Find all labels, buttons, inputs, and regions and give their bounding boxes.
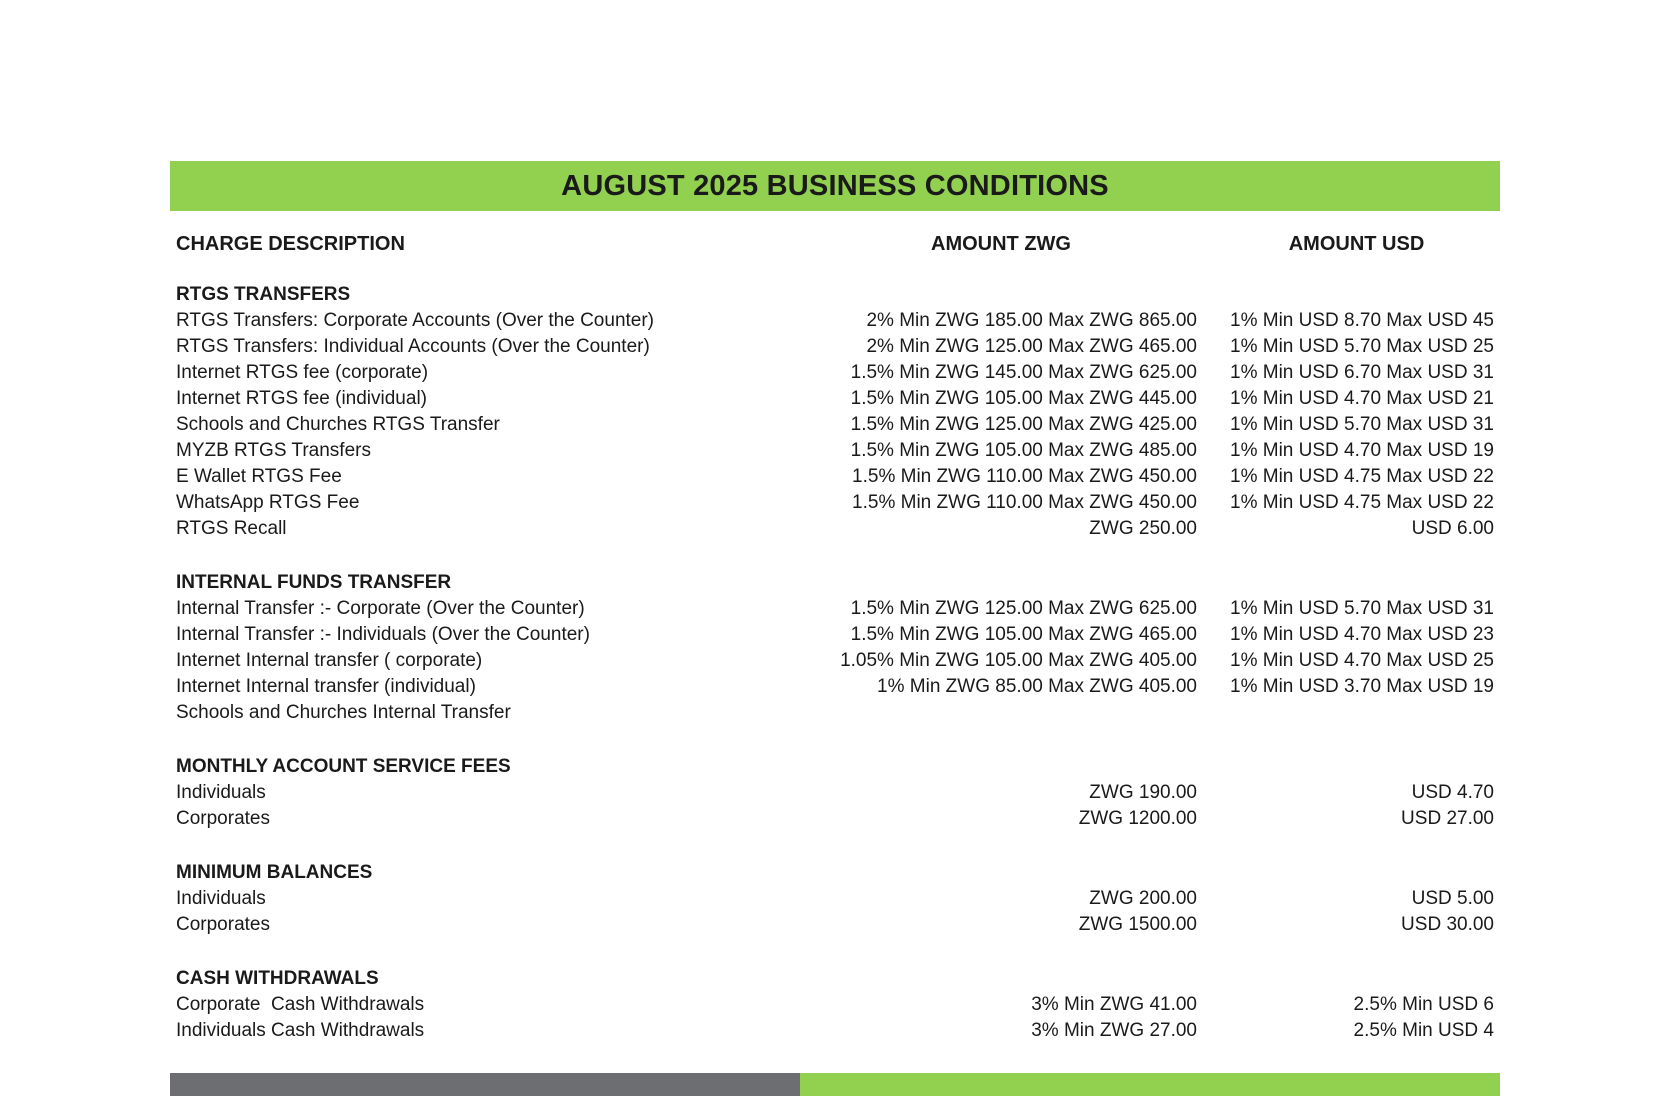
charge-description-cell: Internal Transfer :- Individuals (Over the Counter) bbox=[176, 624, 590, 645]
charge-description-cell: Internet Internal transfer (individual) bbox=[176, 676, 476, 697]
table-row bbox=[170, 308, 1500, 334]
amount-usd-cell: 1% Min USD 8.70 Max USD 45 bbox=[1230, 310, 1494, 331]
charge-description-cell: RTGS Recall bbox=[176, 518, 287, 539]
fee-section bbox=[170, 754, 1500, 832]
charge-description-cell: Schools and Churches Internal Transfer bbox=[176, 702, 511, 723]
amount-usd-cell: 1% Min USD 5.70 Max USD 25 bbox=[1230, 336, 1494, 357]
charge-description-cell: E Wallet RTGS Fee bbox=[176, 466, 342, 487]
amount-usd-cell: 1% Min USD 5.70 Max USD 31 bbox=[1230, 598, 1494, 619]
table-row bbox=[170, 596, 1500, 622]
section-heading: RTGS TRANSFERS bbox=[176, 284, 351, 305]
amount-usd-cell: 1% Min USD 4.70 Max USD 25 bbox=[1230, 650, 1494, 671]
amount-zwg-cell: ZWG 1500.00 bbox=[1078, 914, 1197, 935]
table-row bbox=[170, 700, 1500, 726]
amount-zwg-cell: ZWG 190.00 bbox=[1089, 782, 1197, 803]
column-header-amount-usd: AMOUNT USD bbox=[1288, 233, 1425, 255]
charge-description-cell: WhatsApp RTGS Fee bbox=[176, 492, 360, 513]
amount-zwg-cell: 1.5% Min ZWG 110.00 Max ZWG 450.00 bbox=[852, 466, 1197, 487]
amount-usd-cell: 1% Min USD 6.70 Max USD 31 bbox=[1230, 362, 1494, 383]
amount-usd-cell bbox=[1197, 700, 1500, 726]
amount-zwg-cell: 1% Min ZWG 85.00 Max ZWG 405.00 bbox=[877, 676, 1197, 697]
table-row bbox=[170, 780, 1500, 806]
table-row bbox=[170, 516, 1500, 542]
fee-section bbox=[170, 282, 1500, 542]
fee-section bbox=[170, 570, 1500, 726]
table-header-row bbox=[170, 231, 1500, 257]
page-title: AUGUST 2025 BUSINESS CONDITIONS bbox=[561, 169, 1109, 202]
table-row bbox=[170, 464, 1500, 490]
amount-usd-cell: 1% Min USD 4.70 Max USD 21 bbox=[1230, 388, 1494, 409]
amount-zwg-cell: 1.5% Min ZWG 105.00 Max ZWG 465.00 bbox=[850, 624, 1197, 645]
amount-zwg-cell: 2% Min ZWG 185.00 Max ZWG 865.00 bbox=[866, 310, 1197, 331]
title-banner bbox=[170, 161, 1500, 211]
section-heading: MINIMUM BALANCES bbox=[176, 862, 373, 883]
charge-description-cell: RTGS Transfers: Individual Accounts (Over the Counter) bbox=[176, 336, 650, 357]
amount-zwg-cell: ZWG 1200.00 bbox=[1078, 808, 1197, 829]
charge-description-cell: Schools and Churches RTGS Transfer bbox=[176, 414, 500, 435]
amount-usd-cell: 2.5% Min USD 4 bbox=[1353, 1020, 1494, 1041]
charge-description-cell: Internet Internal transfer ( corporate) bbox=[176, 650, 483, 671]
amount-zwg-cell: 3% Min ZWG 41.00 bbox=[1031, 994, 1197, 1015]
fees-table bbox=[170, 231, 1500, 1044]
amount-usd-cell: USD 6.00 bbox=[1411, 518, 1494, 539]
amount-zwg-cell: 1.5% Min ZWG 145.00 Max ZWG 625.00 bbox=[850, 362, 1197, 383]
table-row bbox=[170, 334, 1500, 360]
table-row bbox=[170, 412, 1500, 438]
amount-usd-cell: USD 4.70 bbox=[1411, 782, 1494, 803]
charge-description-cell: MYZB RTGS Transfers bbox=[176, 440, 371, 461]
column-header-charge-description: CHARGE DESCRIPTION bbox=[176, 233, 405, 255]
section-heading: INTERNAL FUNDS TRANSFER bbox=[176, 572, 452, 593]
fee-section bbox=[170, 860, 1500, 938]
amount-zwg-cell: 3% Min ZWG 27.00 bbox=[1031, 1020, 1197, 1041]
section-heading: MONTHLY ACCOUNT SERVICE FEES bbox=[176, 756, 511, 777]
charge-description-cell: Corporates bbox=[176, 808, 270, 829]
table-row bbox=[170, 386, 1500, 412]
amount-zwg-cell bbox=[805, 700, 1197, 726]
section-heading: CASH WITHDRAWALS bbox=[176, 968, 379, 989]
amount-usd-cell: USD 27.00 bbox=[1401, 808, 1494, 829]
amount-zwg-cell: 1.5% Min ZWG 125.00 Max ZWG 625.00 bbox=[850, 598, 1197, 619]
amount-usd-cell: USD 30.00 bbox=[1401, 914, 1494, 935]
table-row bbox=[170, 992, 1500, 1018]
table-row bbox=[170, 622, 1500, 648]
amount-usd-cell: 1% Min USD 5.70 Max USD 31 bbox=[1230, 414, 1494, 435]
amount-zwg-cell: 2% Min ZWG 125.00 Max ZWG 465.00 bbox=[866, 336, 1197, 357]
table-row bbox=[170, 648, 1500, 674]
charge-description-cell: Internal Transfer :- Corporate (Over the Counter) bbox=[176, 598, 585, 619]
table-row bbox=[170, 912, 1500, 938]
amount-zwg-cell: ZWG 200.00 bbox=[1089, 888, 1197, 909]
table-row bbox=[170, 1018, 1500, 1044]
charge-description-cell: RTGS Transfers: Corporate Accounts (Over the Counter) bbox=[176, 310, 655, 331]
table-row bbox=[170, 806, 1500, 832]
charge-description-cell: Internet RTGS fee (corporate) bbox=[176, 362, 429, 383]
amount-zwg-cell: 1.05% Min ZWG 105.00 Max ZWG 405.00 bbox=[840, 650, 1197, 671]
footer-bar bbox=[170, 1073, 1500, 1096]
table-row bbox=[170, 674, 1500, 700]
amount-usd-cell: 1% Min USD 3.70 Max USD 19 bbox=[1230, 676, 1494, 697]
table-row bbox=[170, 438, 1500, 464]
amount-usd-cell: 1% Min USD 4.75 Max USD 22 bbox=[1230, 466, 1494, 487]
footer-bar-gray bbox=[170, 1073, 800, 1096]
table-row bbox=[170, 490, 1500, 516]
amount-usd-cell: 1% Min USD 4.70 Max USD 23 bbox=[1230, 624, 1494, 645]
amount-usd-cell: 1% Min USD 4.70 Max USD 19 bbox=[1230, 440, 1494, 461]
charge-description-cell: Corporates bbox=[176, 914, 270, 935]
amount-zwg-cell: 1.5% Min ZWG 125.00 Max ZWG 425.00 bbox=[850, 414, 1197, 435]
amount-zwg-cell: 1.5% Min ZWG 105.00 Max ZWG 485.00 bbox=[850, 440, 1197, 461]
amount-zwg-cell: 1.5% Min ZWG 105.00 Max ZWG 445.00 bbox=[850, 388, 1197, 409]
amount-usd-cell: 2.5% Min USD 6 bbox=[1353, 994, 1494, 1015]
charge-description-cell: Individuals bbox=[176, 782, 266, 803]
table-body bbox=[170, 282, 1500, 1044]
table-row bbox=[170, 360, 1500, 386]
charge-description-cell: Individuals bbox=[176, 888, 266, 909]
charge-description-cell: Corporate Cash Withdrawals bbox=[176, 994, 425, 1015]
amount-zwg-cell: ZWG 250.00 bbox=[1089, 518, 1197, 539]
amount-usd-cell: 1% Min USD 4.75 Max USD 22 bbox=[1230, 492, 1494, 513]
column-header-amount-zwg: AMOUNT ZWG bbox=[931, 233, 1071, 255]
table-row bbox=[170, 886, 1500, 912]
charge-description-cell: Internet RTGS fee (individual) bbox=[176, 388, 427, 409]
footer-bar-green bbox=[800, 1073, 1500, 1096]
charge-description-cell: Individuals Cash Withdrawals bbox=[176, 1020, 425, 1041]
amount-zwg-cell: 1.5% Min ZWG 110.00 Max ZWG 450.00 bbox=[852, 492, 1197, 513]
amount-usd-cell: USD 5.00 bbox=[1411, 888, 1494, 909]
fee-section bbox=[170, 966, 1500, 1044]
